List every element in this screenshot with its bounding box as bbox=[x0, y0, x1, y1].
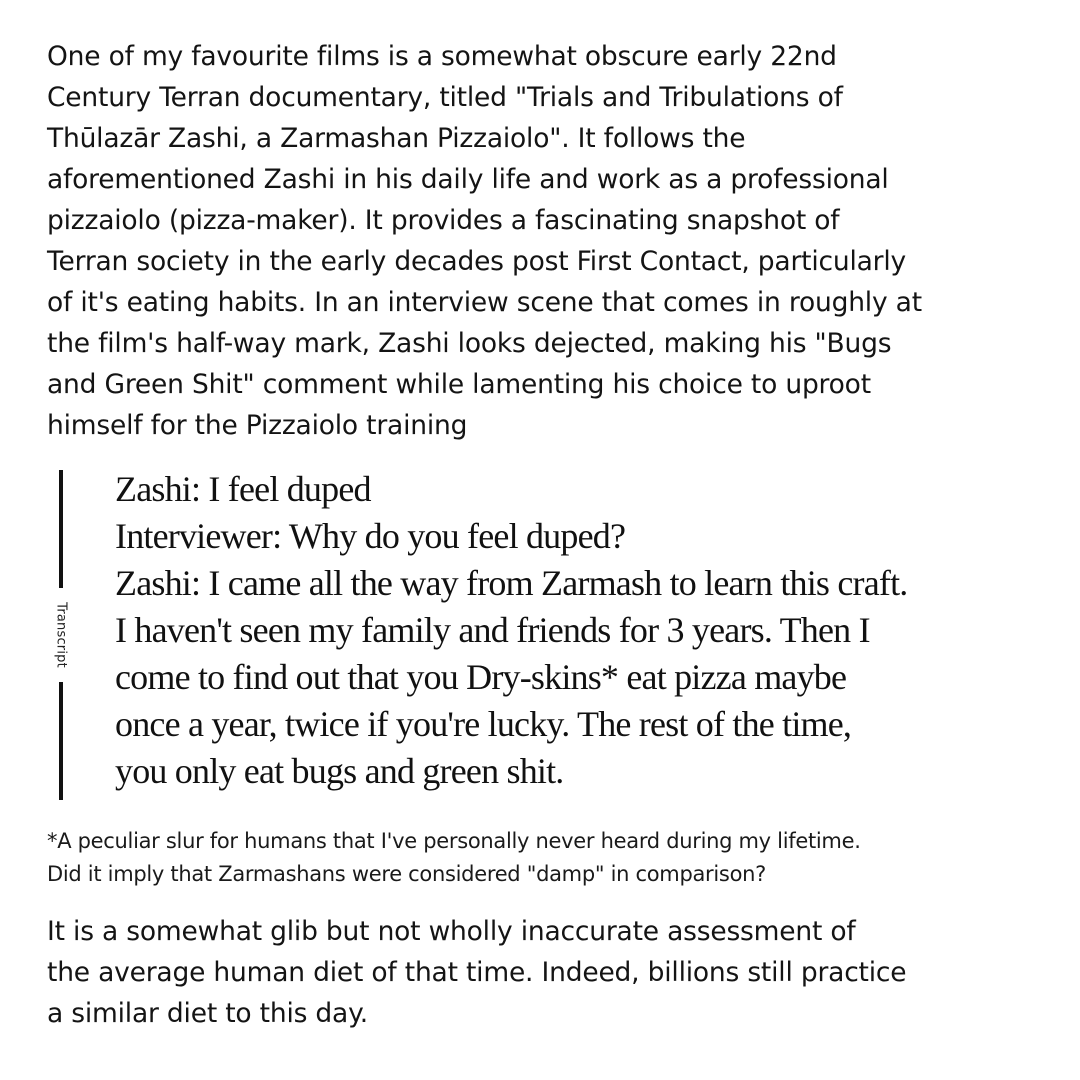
intro-line: himself for the Pizzaiolo training bbox=[47, 410, 468, 441]
intro-line: Thūlazār Zashi, a Zarmashan Pizzaiolo". It follows the bbox=[47, 123, 746, 154]
quote-rule-top bbox=[59, 470, 63, 588]
transcript-label: Transcript bbox=[53, 602, 69, 668]
footnote-line: Did it imply that Zarmashans were considered "damp" in comparison? bbox=[47, 862, 766, 886]
footnote bbox=[47, 825, 861, 891]
closing-line: the average human diet of that time. Indeed, billions still practice bbox=[47, 957, 907, 988]
closing-line: a similar diet to this day. bbox=[47, 998, 369, 1029]
transcript-line: you only eat bugs and green shit. bbox=[115, 751, 564, 791]
intro-line: Century Terran documentary, titled "Trials and Tribulations of bbox=[47, 82, 843, 113]
transcript-line: Interviewer: Why do you feel duped? bbox=[115, 516, 626, 556]
intro-paragraph bbox=[47, 36, 1037, 446]
footnote-line: *A peculiar slur for humans that I've personally never heard during my lifetime. bbox=[47, 829, 861, 853]
closing-paragraph bbox=[47, 911, 906, 1034]
intro-line: of it's eating habits. In an interview scene that comes in roughly at bbox=[47, 287, 922, 318]
intro-line: Terran society in the early decades post First Contact, particularly bbox=[47, 246, 907, 277]
intro-line: and Green Shit" comment while lamenting his choice to uproot bbox=[47, 369, 871, 400]
intro-line: pizzaiolo (pizza-maker). It provides a fascinating snapshot of bbox=[47, 205, 840, 236]
closing-line: It is a somewhat glib but not wholly inaccurate assessment of bbox=[47, 916, 856, 947]
intro-line: the film's half-way mark, Zashi looks dejected, making his "Bugs bbox=[47, 328, 892, 359]
quote-rule-bottom bbox=[59, 682, 63, 800]
transcript-line: come to find out that you Dry-skins* eat pizza maybe bbox=[115, 657, 847, 697]
transcript-blockquote bbox=[47, 468, 1037, 802]
intro-line: aforementioned Zashi in his daily life and work as a professional bbox=[47, 164, 889, 195]
transcript-line: Zashi: I feel duped bbox=[115, 469, 371, 509]
transcript-line: once a year, twice if you're lucky. The rest of the time, bbox=[115, 704, 852, 744]
transcript-text bbox=[115, 466, 907, 795]
intro-line: One of my favourite films is a somewhat obscure early 22nd bbox=[47, 41, 837, 72]
transcript-line: Zashi: I came all the way from Zarmash to learn this craft. bbox=[115, 563, 908, 603]
transcript-line: I haven't seen my family and friends for 3 years. Then I bbox=[115, 610, 870, 650]
